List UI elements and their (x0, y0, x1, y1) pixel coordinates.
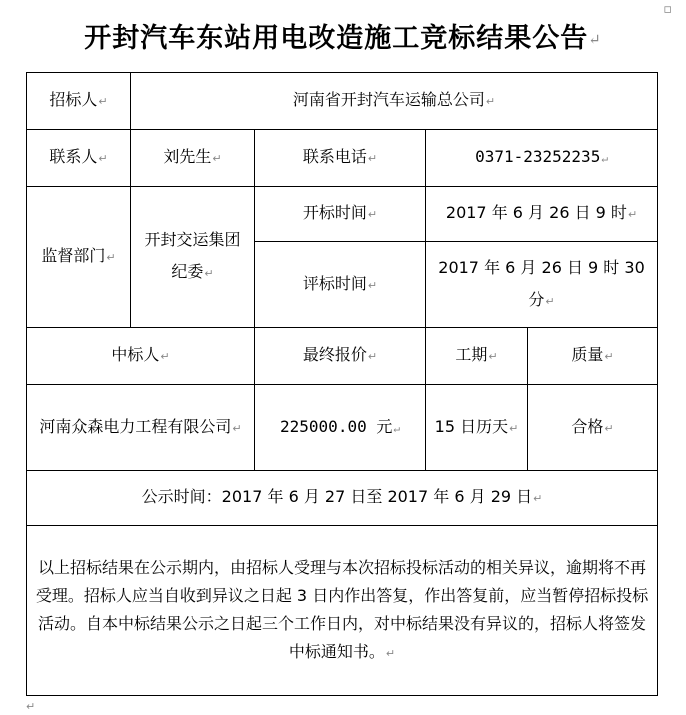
phone-value: 0371-23252235↵ (426, 130, 658, 187)
page-title (0, 16, 686, 55)
contact-label: 联系人↵ (27, 130, 131, 187)
table-row (27, 385, 658, 471)
tenderer-value: 河南省开封汽车运输总公司↵ (131, 73, 658, 130)
winner-header: 中标人↵ (27, 328, 255, 385)
paragraph-mark: ↵ (26, 700, 36, 713)
result-table (26, 72, 658, 696)
supervision-label: 监督部门↵ (27, 187, 131, 328)
open-time-value: 2017 年 6 月 26 日 9 时↵ (426, 187, 658, 242)
price-value: 225000.00 元↵ (255, 385, 426, 471)
phone-label: 联系电话↵ (255, 130, 426, 187)
period-value: 15 日历天↵ (426, 385, 528, 471)
eval-time-value: 2017 年 6 月 26 日 9 时 30 分↵ (426, 242, 658, 328)
period-header: 工期↵ (426, 328, 528, 385)
supervision-value: 开封交运集团纪委↵ (131, 187, 255, 328)
table-row (27, 471, 658, 526)
open-time-label: 开标时间↵ (255, 187, 426, 242)
tenderer-label: 招标人↵ (27, 73, 131, 130)
table-row (27, 526, 658, 696)
paragraph-mark: ↵ (588, 30, 602, 49)
contact-value: 刘先生↵ (131, 130, 255, 187)
table-row (27, 73, 658, 130)
quality-header: 质量↵ (528, 328, 658, 385)
quality-value: 合格↵ (528, 385, 658, 471)
table-row (27, 130, 658, 187)
table-row (27, 328, 658, 385)
title-text: 开封汽车东站用电改造施工竞标结果公告 (84, 23, 589, 54)
notice-text: 以上招标结果在公示期内，由招标人受理与本次招标投标活动的相关异议，逾期将不再受理。招标人应当自收到异议之日起 3 日内作出答复，作出答复前，应当暂停招标投标活动。自本中标结果公示之日起三个工作日内，对中标结果没有异议的，招标人将签发中标通知书。↵ (27, 526, 658, 696)
price-header: 最终报价↵ (255, 328, 426, 385)
winner-value: 河南众森电力工程有限公司↵ (27, 385, 255, 471)
publicity-time: 公示时间：2017 年 6 月 27 日至 2017 年 6 月 29 日↵ (27, 471, 658, 526)
eval-time-label: 评标时间↵ (255, 242, 426, 328)
table-corner-mark: ▫ (663, 2, 672, 17)
table-row (27, 187, 658, 242)
